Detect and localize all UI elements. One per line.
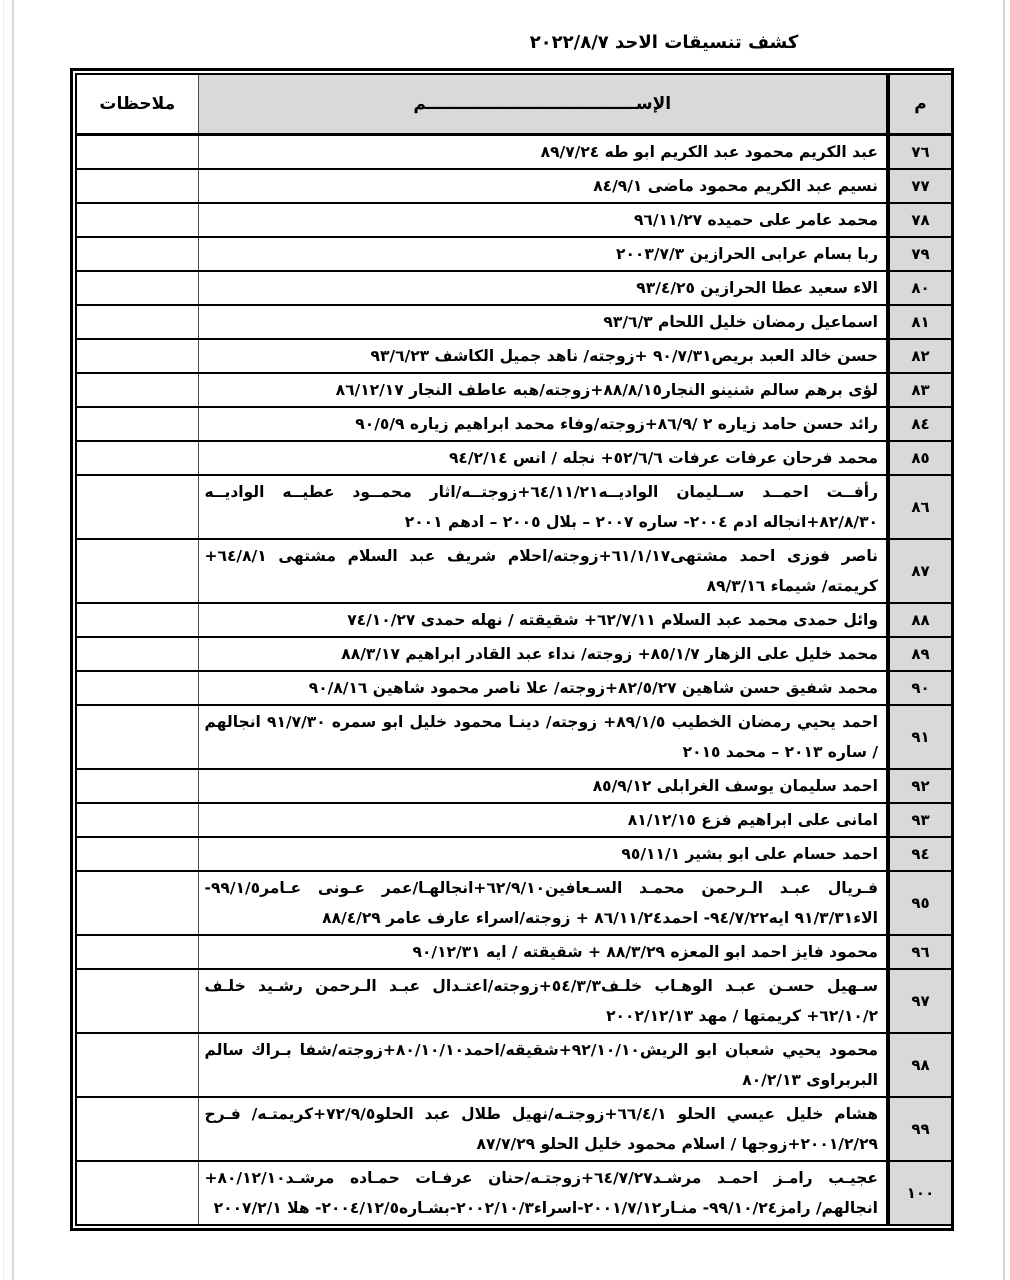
table-row	[76, 935, 952, 969]
row-number: ٨١	[888, 305, 952, 339]
table-header	[76, 74, 952, 135]
row-notes	[76, 1033, 198, 1097]
table-row	[76, 837, 952, 871]
row-notes	[76, 407, 198, 441]
row-number: ٩٣	[888, 803, 952, 837]
table-row	[76, 769, 952, 803]
row-notes	[76, 203, 198, 237]
table-row	[76, 305, 952, 339]
row-number: ٩٥	[888, 871, 952, 935]
table-row	[76, 475, 952, 539]
table-row	[76, 1161, 952, 1225]
person-name: فـريال عبـد الـرحمن محمـد السـعافين٦٢/٩/١٠+انجالهـا/عمر عـونى عـامر٩٩/١/٥- الاء٩١/٣/٣١ ايه٩٤/٧/٢٢- احمد٨٦/١١/٢٤ + زوجته/اسراء عارف عامر ٨٨/٤/٢٩	[198, 871, 888, 935]
person-name: محمد شفيق حسن شاهين ٨٢/٥/٢٧+زوجته/ علا ناصر محمود شاهين ٩٠/٨/١٦	[198, 671, 888, 705]
page-edge-line-left	[12, 0, 14, 1280]
person-name: محمد فرحان عرفات عرفات ٥٢/٦/٦+ نجله / انس ٩٤/٢/١٤	[198, 441, 888, 475]
row-number: ٨٣	[888, 373, 952, 407]
table-row	[76, 969, 952, 1033]
person-name: محمد خليل على الزهار ٨٥/١/٧+ زوجته/ نداء عبد القادر ابراهيم ٨٨/٣/١٧	[198, 637, 888, 671]
row-number: ٧٩	[888, 237, 952, 271]
table-row	[76, 373, 952, 407]
row-number: ٩٤	[888, 837, 952, 871]
table-row	[76, 203, 952, 237]
person-name: عبد الكريم محمود عبد الكريم ابو طه ٨٩/٧/٢٤	[198, 135, 888, 170]
row-notes	[76, 769, 198, 803]
row-number: ٨٦	[888, 475, 952, 539]
person-name: محمود يحيي شعبان ابو الريش٩٢/١٠/١٠+شقيقه/احمد٨٠/١٠/١٠+زوجته/شفا بـراك سالم البربراوى ٨٠/٢/١٣	[198, 1033, 888, 1097]
row-notes	[76, 373, 198, 407]
table-row	[76, 271, 952, 305]
person-name: هشام خليل عيسي الحلو ٦٦/٤/١+زوجتـه/نهيل طلال عبد الحلو٧٢/٩/٥+كريمتـه/ فـرح ٢٠٠١/٢/٢٩+زوجها / اسلام محمود خليل الحلو ٨٧/٧/٢٩	[198, 1097, 888, 1161]
person-name: ربا بسام عرابى الحرازين ٢٠٠٣/٧/٣	[198, 237, 888, 271]
row-number: ٩٧	[888, 969, 952, 1033]
row-number: ٩٦	[888, 935, 952, 969]
person-name: محمد عامر على حميده ٩٦/١١/٢٧	[198, 203, 888, 237]
header-name: الإســــــــــــــــــــــــــــــــــــم	[198, 74, 888, 135]
person-name: حسن خالد العبد بريص٩٠/٧/٣١ +زوجته/ ناهد جميل الكاشف ٩٣/٦/٢٣	[198, 339, 888, 373]
row-number: ٨٩	[888, 637, 952, 671]
person-name: اسماعيل رمضان خليل اللحام ٩٣/٦/٣	[198, 305, 888, 339]
row-number: ٩٩	[888, 1097, 952, 1161]
person-name: محمود فايز احمد ابو المعزه ٨٨/٣/٢٩ + شقيقته / ايه ٩٠/١٢/٣١	[198, 935, 888, 969]
row-number: ٨٥	[888, 441, 952, 475]
header-number: م	[888, 74, 952, 135]
records-body	[76, 135, 952, 1226]
table-row	[76, 705, 952, 769]
person-name: لؤى برهم سالم شنينو النجار٨٨/٨/١٥+زوجته/هبه عاطف النجار ٨٦/١٢/١٧	[198, 373, 888, 407]
page-edge-line-right	[1003, 0, 1005, 1280]
header-notes: ملاحظات	[76, 74, 198, 135]
person-name: امانى على ابراهيم فزع ٨١/١٢/١٥	[198, 803, 888, 837]
table-row	[76, 407, 952, 441]
row-notes	[76, 637, 198, 671]
row-number: ٧٧	[888, 169, 952, 203]
row-number: ٨٧	[888, 539, 952, 603]
row-notes	[76, 705, 198, 769]
row-number: ٧٨	[888, 203, 952, 237]
row-notes	[76, 803, 198, 837]
records-table-frame	[70, 68, 954, 1231]
table-row	[76, 539, 952, 603]
table-row	[76, 603, 952, 637]
row-notes	[76, 539, 198, 603]
table-row	[76, 237, 952, 271]
row-number: ٨٠	[888, 271, 952, 305]
row-notes	[76, 671, 198, 705]
row-notes	[76, 339, 198, 373]
person-name: وائل حمدى محمد عبد السلام ٦٢/٧/١١+ شقيقته / نهله حمدى ٧٤/١٠/٢٧	[198, 603, 888, 637]
person-name: الاء سعيد عطا الحرازين ٩٣/٤/٢٥	[198, 271, 888, 305]
row-notes	[76, 935, 198, 969]
row-number: ٨٨	[888, 603, 952, 637]
page-title: كشف تنسيقات الاحد ٢٠٢٢/٨/٧	[529, 32, 799, 53]
row-number: ١٠٠	[888, 1161, 952, 1225]
row-notes	[76, 969, 198, 1033]
person-name: نسيم عبد الكريم محمود ماضى ٨٤/٩/١	[198, 169, 888, 203]
row-notes	[76, 603, 198, 637]
table-row	[76, 135, 952, 170]
row-notes	[76, 837, 198, 871]
row-notes	[76, 1161, 198, 1225]
row-notes	[76, 271, 198, 305]
row-number: ٧٦	[888, 135, 952, 170]
row-number: ٨٤	[888, 407, 952, 441]
person-name: احمد حسام على ابو بشير ٩٥/١١/١	[198, 837, 888, 871]
table-row	[76, 1097, 952, 1161]
table-row	[76, 637, 952, 671]
person-name: سـهيل حسـن عبـد الوهـاب خلـف٥٤/٣/٣+زوجته/اعتـدال عبـد الـرحمن رشـيد خلـف ٦٢/١٠/٢+ كريمتها / مهد ٢٠٠٢/١٢/١٣	[198, 969, 888, 1033]
row-number: ٨٢	[888, 339, 952, 373]
person-name: رأفــت احمــد ســليمان الواديــه٦٤/١١/٢١+زوجتــه/اثار محمــود عطيــه الواديــه ٨٢/٨/٣٠+انجاله ادم ٢٠٠٤- ساره ٢٠٠٧ – بلال ٢٠٠٥ – ادهم ٢٠٠١	[198, 475, 888, 539]
person-name: رائد حسن حامد زياره ٢ /٨٦/٩+زوجته/وفاء محمد ابراهيم زياره ٩٠/٥/٩	[198, 407, 888, 441]
person-name: ناصر فوزى احمد مشتهى٦١/١/١٧+زوجته/احلام شريف عبد السلام مشتهى ٦٤/٨/١+ كريمته/ شيماء ٨٩/٣/١٦	[198, 539, 888, 603]
table-row	[76, 671, 952, 705]
row-notes	[76, 441, 198, 475]
table-row	[76, 1033, 952, 1097]
row-number: ٩٨	[888, 1033, 952, 1097]
page-edge-line-outer	[3, 0, 4, 1280]
row-number: ٩٢	[888, 769, 952, 803]
row-notes	[76, 135, 198, 170]
row-notes	[76, 305, 198, 339]
row-notes	[76, 237, 198, 271]
row-number: ٩١	[888, 705, 952, 769]
person-name: احمد يحيي رمضان الخطيب ٨٩/١/٥+ زوجته/ دينـا محمود خليل ابو سمره ٩١/٧/٣٠ انجالهم / ساره ٢٠١٣ – محمد ٢٠١٥	[198, 705, 888, 769]
row-notes	[76, 169, 198, 203]
table-row	[76, 871, 952, 935]
row-notes	[76, 475, 198, 539]
person-name: احمد سليمان يوسف الغرابلى ٨٥/٩/١٢	[198, 769, 888, 803]
row-number: ٩٠	[888, 671, 952, 705]
table-row	[76, 441, 952, 475]
table-row	[76, 169, 952, 203]
header-row	[76, 74, 952, 135]
table-row	[76, 339, 952, 373]
records-table	[75, 73, 953, 1226]
row-notes	[76, 871, 198, 935]
row-notes	[76, 1097, 198, 1161]
table-row	[76, 803, 952, 837]
person-name: عجيـب رامـز احمـد مرشـد٦٤/٧/٢٧+زوجتـه/حنان عرفـات حمـاده مرشـد٨٠/١٢/١٠+ انجالهم/ رامز٩٩/١٠/٢٤- منـار٢٠٠١/٧/١٢-اسراء٢٠٠٢/١٠/٣-بشـاره٢٠٠٤/١٢/٥- هلا ٢٠٠٧/٢/١	[198, 1161, 888, 1225]
